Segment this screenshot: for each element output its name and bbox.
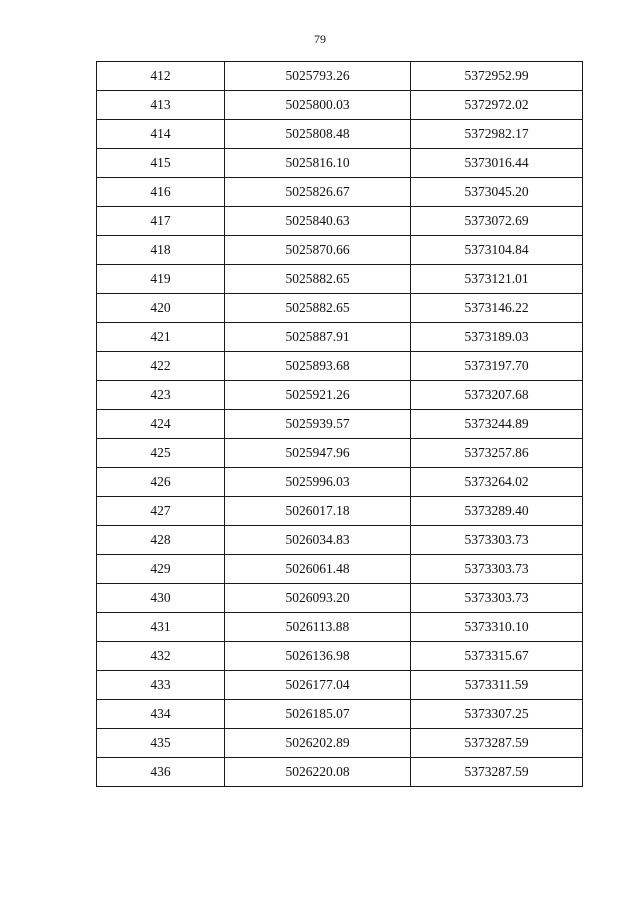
x-coordinate-cell: 5025921.26: [225, 381, 411, 410]
point-number-cell: 414: [97, 120, 225, 149]
table-row: [97, 323, 583, 352]
y-coordinate-cell: 5373146.22: [411, 294, 583, 323]
x-coordinate-cell: 5026177.04: [225, 671, 411, 700]
table-row: [97, 381, 583, 410]
table-row: [97, 642, 583, 671]
point-number-cell: 423: [97, 381, 225, 410]
point-number-cell: 435: [97, 729, 225, 758]
y-coordinate-cell: 5373189.03: [411, 323, 583, 352]
x-coordinate-cell: 5025826.67: [225, 178, 411, 207]
point-number-cell: 429: [97, 555, 225, 584]
y-coordinate-cell: 5373244.89: [411, 410, 583, 439]
x-coordinate-cell: 5026017.18: [225, 497, 411, 526]
point-number-cell: 424: [97, 410, 225, 439]
y-coordinate-cell: 5373207.68: [411, 381, 583, 410]
x-coordinate-cell: 5026202.89: [225, 729, 411, 758]
y-coordinate-cell: 5373264.02: [411, 468, 583, 497]
x-coordinate-cell: 5025840.63: [225, 207, 411, 236]
x-coordinate-cell: 5025887.91: [225, 323, 411, 352]
x-coordinate-cell: 5025808.48: [225, 120, 411, 149]
x-coordinate-cell: 5025882.65: [225, 265, 411, 294]
point-number-cell: 421: [97, 323, 225, 352]
table-row: [97, 294, 583, 323]
point-number-cell: 425: [97, 439, 225, 468]
table-row: [97, 236, 583, 265]
point-number-cell: 419: [97, 265, 225, 294]
y-coordinate-cell: 5373289.40: [411, 497, 583, 526]
x-coordinate-cell: 5026113.88: [225, 613, 411, 642]
point-number-cell: 434: [97, 700, 225, 729]
y-coordinate-cell: 5373072.69: [411, 207, 583, 236]
table-row: [97, 758, 583, 787]
table-body: [97, 62, 583, 787]
point-number-cell: 433: [97, 671, 225, 700]
table-row: [97, 178, 583, 207]
table-row: [97, 613, 583, 642]
x-coordinate-cell: 5026061.48: [225, 555, 411, 584]
x-coordinate-cell: 5025800.03: [225, 91, 411, 120]
table-row: [97, 700, 583, 729]
table-row: [97, 555, 583, 584]
y-coordinate-cell: 5373303.73: [411, 526, 583, 555]
x-coordinate-cell: 5026220.08: [225, 758, 411, 787]
point-number-cell: 412: [97, 62, 225, 91]
x-coordinate-cell: 5026136.98: [225, 642, 411, 671]
point-number-cell: 416: [97, 178, 225, 207]
point-number-cell: 415: [97, 149, 225, 178]
table-row: [97, 352, 583, 381]
table-row: [97, 120, 583, 149]
y-coordinate-cell: 5372952.99: [411, 62, 583, 91]
point-number-cell: 427: [97, 497, 225, 526]
point-number-cell: 428: [97, 526, 225, 555]
y-coordinate-cell: 5373197.70: [411, 352, 583, 381]
y-coordinate-cell: 5373307.25: [411, 700, 583, 729]
point-number-cell: 431: [97, 613, 225, 642]
table-row: [97, 149, 583, 178]
y-coordinate-cell: 5373287.59: [411, 729, 583, 758]
y-coordinate-cell: 5373315.67: [411, 642, 583, 671]
y-coordinate-cell: 5373303.73: [411, 555, 583, 584]
x-coordinate-cell: 5025882.65: [225, 294, 411, 323]
table-row: [97, 497, 583, 526]
table-row: [97, 526, 583, 555]
x-coordinate-cell: 5025816.10: [225, 149, 411, 178]
point-number-cell: 417: [97, 207, 225, 236]
page-number: 79: [314, 32, 326, 46]
x-coordinate-cell: 5026093.20: [225, 584, 411, 613]
y-coordinate-cell: 5373311.59: [411, 671, 583, 700]
table-row: [97, 729, 583, 758]
x-coordinate-cell: 5026034.83: [225, 526, 411, 555]
x-coordinate-cell: 5025996.03: [225, 468, 411, 497]
y-coordinate-cell: 5373303.73: [411, 584, 583, 613]
y-coordinate-cell: 5372982.17: [411, 120, 583, 149]
point-number-cell: 422: [97, 352, 225, 381]
x-coordinate-cell: 5025939.57: [225, 410, 411, 439]
x-coordinate-cell: 5025893.68: [225, 352, 411, 381]
y-coordinate-cell: 5373287.59: [411, 758, 583, 787]
y-coordinate-cell: 5373104.84: [411, 236, 583, 265]
point-number-cell: 418: [97, 236, 225, 265]
x-coordinate-cell: 5025947.96: [225, 439, 411, 468]
table-row: [97, 91, 583, 120]
table-row: [97, 671, 583, 700]
table-row: [97, 265, 583, 294]
point-number-cell: 413: [97, 91, 225, 120]
x-coordinate-cell: 5025870.66: [225, 236, 411, 265]
point-number-cell: 430: [97, 584, 225, 613]
point-number-cell: 432: [97, 642, 225, 671]
point-number-cell: 420: [97, 294, 225, 323]
table-row: [97, 62, 583, 91]
y-coordinate-cell: 5373045.20: [411, 178, 583, 207]
y-coordinate-cell: 5373121.01: [411, 265, 583, 294]
point-number-cell: 436: [97, 758, 225, 787]
table-row: [97, 584, 583, 613]
point-number-cell: 426: [97, 468, 225, 497]
coordinates-table: [96, 61, 583, 787]
x-coordinate-cell: 5026185.07: [225, 700, 411, 729]
table-row: [97, 468, 583, 497]
x-coordinate-cell: 5025793.26: [225, 62, 411, 91]
table-row: [97, 410, 583, 439]
table-row: [97, 207, 583, 236]
y-coordinate-cell: 5373310.10: [411, 613, 583, 642]
y-coordinate-cell: 5373016.44: [411, 149, 583, 178]
y-coordinate-cell: 5372972.02: [411, 91, 583, 120]
y-coordinate-cell: 5373257.86: [411, 439, 583, 468]
table-row: [97, 439, 583, 468]
